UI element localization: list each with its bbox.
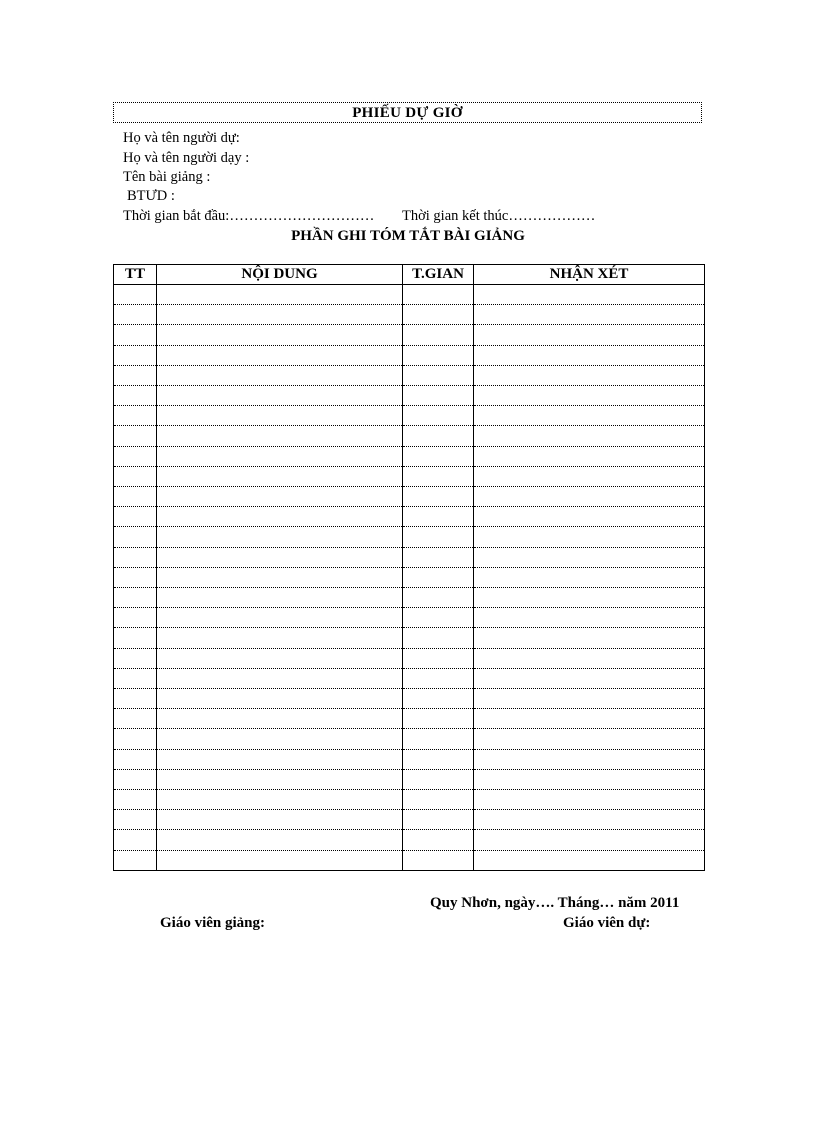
teacher-name-label: Họ và tên người dạy : xyxy=(123,150,250,166)
table-row xyxy=(114,285,705,305)
cell-tt[interactable] xyxy=(114,345,157,365)
table-row xyxy=(114,345,705,365)
cell-tt[interactable] xyxy=(114,689,157,709)
teacher-signature-label: Giáo viên giảng: xyxy=(160,915,266,931)
observer-name-label: Họ và tên người dự: xyxy=(123,130,240,146)
table-row xyxy=(114,426,705,446)
cell-time[interactable] xyxy=(403,567,474,587)
cell-tt[interactable] xyxy=(114,386,157,406)
table-row xyxy=(114,487,705,507)
cell-comments[interactable] xyxy=(474,386,705,406)
cell-tt[interactable] xyxy=(114,648,157,668)
cell-comments[interactable] xyxy=(474,507,705,527)
cell-content[interactable] xyxy=(157,567,403,587)
table-row xyxy=(114,507,705,527)
cell-tt[interactable] xyxy=(114,567,157,587)
cell-comments[interactable] xyxy=(474,466,705,486)
cell-comments[interactable] xyxy=(474,850,705,870)
cell-content[interactable] xyxy=(157,648,403,668)
table-row xyxy=(114,689,705,709)
cell-content[interactable] xyxy=(157,285,403,305)
cell-content[interactable] xyxy=(157,365,403,385)
cell-time[interactable] xyxy=(403,668,474,688)
column-header-time: T.GIAN xyxy=(403,265,474,285)
table-row xyxy=(114,386,705,406)
table-row xyxy=(114,729,705,749)
cell-content[interactable] xyxy=(157,345,403,365)
cell-time[interactable] xyxy=(403,850,474,870)
cell-time[interactable] xyxy=(403,689,474,709)
cell-comments[interactable] xyxy=(474,365,705,385)
cell-comments[interactable] xyxy=(474,446,705,466)
cell-time[interactable] xyxy=(403,406,474,426)
end-time-label: Thời gian kết thúc……………… xyxy=(402,208,596,224)
cell-tt[interactable] xyxy=(114,527,157,547)
cell-time[interactable] xyxy=(403,749,474,769)
table-body xyxy=(114,285,705,871)
table-row xyxy=(114,406,705,426)
cell-content[interactable] xyxy=(157,729,403,749)
cell-tt[interactable] xyxy=(114,790,157,810)
column-header-comments: NHẬN XÉT xyxy=(474,265,705,285)
cell-comments[interactable] xyxy=(474,729,705,749)
cell-comments[interactable] xyxy=(474,709,705,729)
cell-comments[interactable] xyxy=(474,648,705,668)
table-row xyxy=(114,446,705,466)
cell-tt[interactable] xyxy=(114,769,157,789)
cell-time[interactable] xyxy=(403,527,474,547)
table-row xyxy=(114,628,705,648)
cell-comments[interactable] xyxy=(474,285,705,305)
cell-tt[interactable] xyxy=(114,325,157,345)
cell-content[interactable] xyxy=(157,588,403,608)
table-row xyxy=(114,608,705,628)
cell-tt[interactable] xyxy=(114,426,157,446)
cell-content[interactable] xyxy=(157,325,403,345)
form-title: PHIẾU DỰ GIỜ xyxy=(113,102,702,123)
cell-time[interactable] xyxy=(403,709,474,729)
cell-tt[interactable] xyxy=(114,810,157,830)
table-row xyxy=(114,547,705,567)
table-row xyxy=(114,830,705,850)
table-row xyxy=(114,668,705,688)
cell-content[interactable] xyxy=(157,810,403,830)
table-row xyxy=(114,365,705,385)
cell-content[interactable] xyxy=(157,446,403,466)
table-row xyxy=(114,749,705,769)
cell-comments[interactable] xyxy=(474,325,705,345)
table-row xyxy=(114,527,705,547)
table-row xyxy=(114,567,705,587)
cell-time[interactable] xyxy=(403,608,474,628)
cell-time[interactable] xyxy=(403,507,474,527)
cell-content[interactable] xyxy=(157,830,403,850)
cell-comments[interactable] xyxy=(474,769,705,789)
cell-time[interactable] xyxy=(403,769,474,789)
cell-comments[interactable] xyxy=(474,608,705,628)
cell-tt[interactable] xyxy=(114,749,157,769)
column-header-tt: TT xyxy=(114,265,157,285)
cell-time[interactable] xyxy=(403,648,474,668)
cell-tt[interactable] xyxy=(114,709,157,729)
table-row xyxy=(114,810,705,830)
table-row xyxy=(114,769,705,789)
cell-comments[interactable] xyxy=(474,547,705,567)
cell-content[interactable] xyxy=(157,386,403,406)
table-row xyxy=(114,325,705,345)
cell-time[interactable] xyxy=(403,729,474,749)
observer-signature-label: Giáo viên dự: xyxy=(563,915,651,931)
cell-content[interactable] xyxy=(157,466,403,486)
cell-time[interactable] xyxy=(403,466,474,486)
cell-comments[interactable] xyxy=(474,810,705,830)
cell-time[interactable] xyxy=(403,628,474,648)
cell-comments[interactable] xyxy=(474,588,705,608)
cell-comments[interactable] xyxy=(474,406,705,426)
cell-content[interactable] xyxy=(157,689,403,709)
cell-content[interactable] xyxy=(157,668,403,688)
btud-label: BTƯD : xyxy=(127,188,175,204)
table-row xyxy=(114,790,705,810)
cell-tt[interactable] xyxy=(114,850,157,870)
cell-comments[interactable] xyxy=(474,567,705,587)
cell-time[interactable] xyxy=(403,830,474,850)
cell-tt[interactable] xyxy=(114,365,157,385)
cell-time[interactable] xyxy=(403,285,474,305)
cell-time[interactable] xyxy=(403,345,474,365)
cell-time[interactable] xyxy=(403,325,474,345)
cell-content[interactable] xyxy=(157,608,403,628)
cell-comments[interactable] xyxy=(474,628,705,648)
cell-time[interactable] xyxy=(403,487,474,507)
cell-time[interactable] xyxy=(403,386,474,406)
cell-comments[interactable] xyxy=(474,668,705,688)
cell-tt[interactable] xyxy=(114,446,157,466)
cell-content[interactable] xyxy=(157,406,403,426)
table-row xyxy=(114,850,705,870)
lesson-name-label: Tên bài giảng : xyxy=(123,169,211,185)
cell-comments[interactable] xyxy=(474,426,705,446)
cell-time[interactable] xyxy=(403,446,474,466)
cell-time[interactable] xyxy=(403,547,474,567)
cell-content[interactable] xyxy=(157,487,403,507)
cell-content[interactable] xyxy=(157,547,403,567)
lesson-notes-table xyxy=(113,264,705,871)
cell-content[interactable] xyxy=(157,850,403,870)
cell-tt[interactable] xyxy=(114,608,157,628)
cell-content[interactable] xyxy=(157,769,403,789)
cell-tt[interactable] xyxy=(114,668,157,688)
cell-comments[interactable] xyxy=(474,487,705,507)
cell-content[interactable] xyxy=(157,527,403,547)
cell-time[interactable] xyxy=(403,588,474,608)
cell-time[interactable] xyxy=(403,426,474,446)
cell-tt[interactable] xyxy=(114,406,157,426)
cell-content[interactable] xyxy=(157,749,403,769)
table-row xyxy=(114,466,705,486)
start-time-label: Thời gian bắt đầu:………………………… xyxy=(123,208,375,224)
cell-time[interactable] xyxy=(403,305,474,325)
cell-tt[interactable] xyxy=(114,830,157,850)
cell-comments[interactable] xyxy=(474,749,705,769)
section-title: PHẦN GHI TÓM TẮT BÀI GIẢNG xyxy=(291,228,525,244)
cell-content[interactable] xyxy=(157,507,403,527)
cell-time[interactable] xyxy=(403,790,474,810)
cell-tt[interactable] xyxy=(114,628,157,648)
table-row xyxy=(114,305,705,325)
cell-comments[interactable] xyxy=(474,830,705,850)
table-row xyxy=(114,648,705,668)
cell-tt[interactable] xyxy=(114,547,157,567)
cell-tt[interactable] xyxy=(114,305,157,325)
cell-comments[interactable] xyxy=(474,689,705,709)
cell-time[interactable] xyxy=(403,810,474,830)
cell-time[interactable] xyxy=(403,365,474,385)
cell-tt[interactable] xyxy=(114,588,157,608)
cell-tt[interactable] xyxy=(114,729,157,749)
table-header-row xyxy=(114,265,705,285)
cell-tt[interactable] xyxy=(114,466,157,486)
cell-content[interactable] xyxy=(157,709,403,729)
table-row xyxy=(114,709,705,729)
cell-tt[interactable] xyxy=(114,507,157,527)
cell-comments[interactable] xyxy=(474,345,705,365)
cell-comments[interactable] xyxy=(474,527,705,547)
cell-comments[interactable] xyxy=(474,790,705,810)
cell-comments[interactable] xyxy=(474,305,705,325)
place-date-line: Quy Nhơn, ngày…. Tháng… năm 2011 xyxy=(430,895,680,911)
cell-content[interactable] xyxy=(157,426,403,446)
cell-tt[interactable] xyxy=(114,487,157,507)
table-row xyxy=(114,588,705,608)
cell-content[interactable] xyxy=(157,790,403,810)
column-header-content: NỘI DUNG xyxy=(157,265,403,285)
cell-tt[interactable] xyxy=(114,285,157,305)
cell-content[interactable] xyxy=(157,628,403,648)
cell-content[interactable] xyxy=(157,305,403,325)
